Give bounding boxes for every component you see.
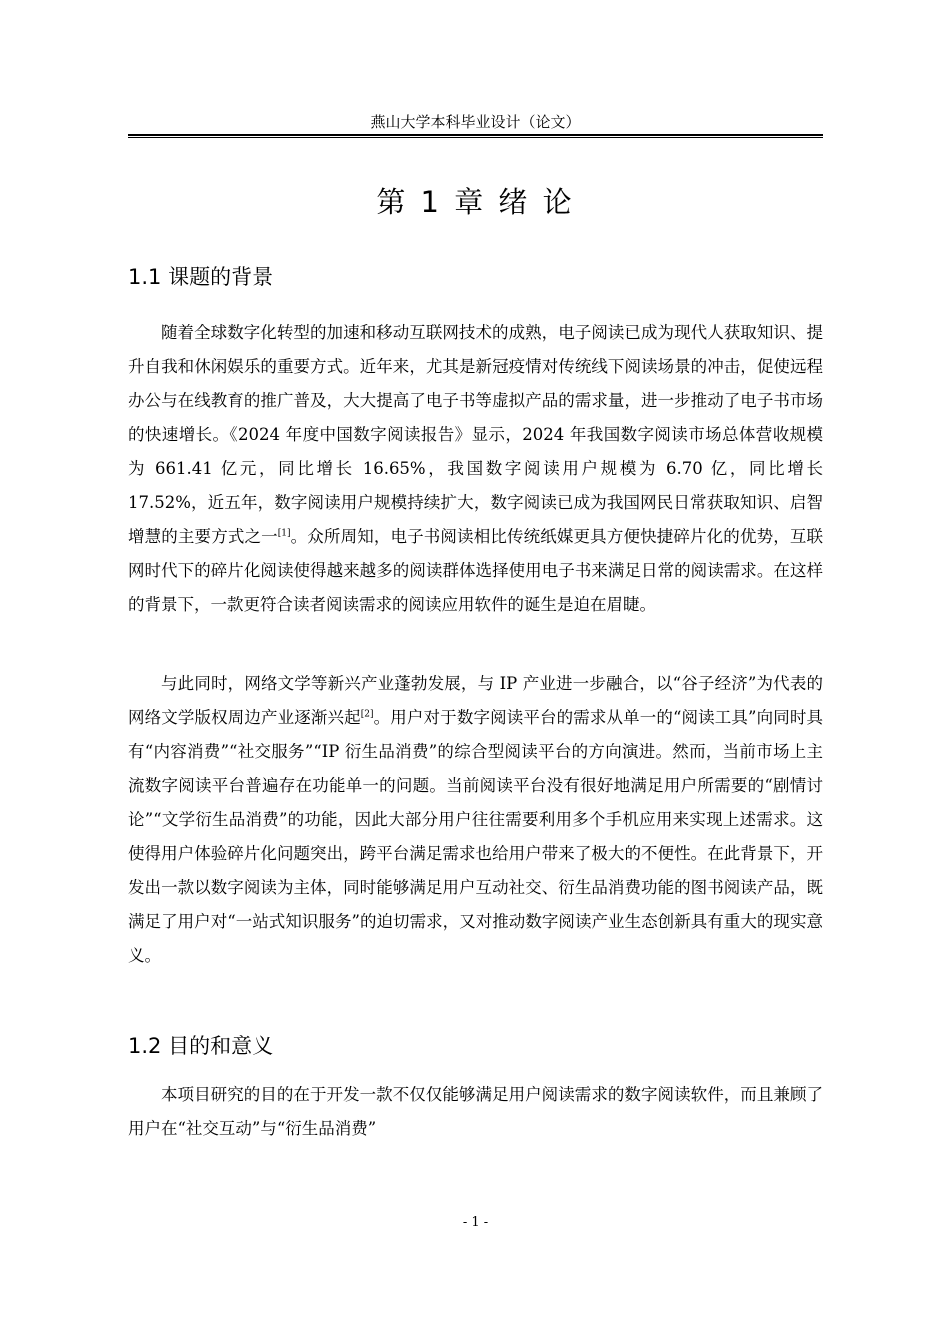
page-number: - 1 - xyxy=(462,1215,489,1230)
paragraph-background-1 xyxy=(128,316,823,622)
section-title-1-2: 1.2 目的和意义 xyxy=(128,1034,274,1058)
paragraph-text: 随着全球数字化转型的加速和移动互联网技术的成熟，电子阅读已成为现代人获取知识、提升自我和休闲娱乐的重要方式。近年来，尤其是新冠疫情对传统线下阅读场景的冲击，促使远程办公与在线教育的推广普及，大大提高了电子书等虚拟产品的需求量，进一步推动了电子书市场的快速增长。《2024 年度中国数字阅读报告》显示，2024 年我国数字阅读市场总体营收规模为 661.41 亿元，同比增长 16.65%，我国数字阅读用户规模为 6.70 亿，同比增长 17.52%，近五年，数字阅读用户规模持续扩大，数字阅读已成为我国网民日常获取知识、启智增慧的主要方式之一 xyxy=(128,323,823,546)
paragraph-background-2 xyxy=(128,667,823,973)
citation-marker: [1] xyxy=(277,528,291,539)
section-title-1-1: 1.1 课题的背景 xyxy=(128,265,274,289)
paragraph-text: 。用户对于数字阅读平台的需求从单一的“阅读工具”向同时具有“内容消费”“社交服务”“IP 衍生品消费”的综合型阅读平台的方向演进。然而，当前市场上主流数字阅读平台普遍存在功能单一的问题。当前阅读平台没有很好地满足用户所需要的“剧情讨论”“文学衍生品消费”的功能，因此大部分用户往往需要利用多个手机应用来实现上述需求。这使得用户体验碎片化问题突出，跨平台满足需求也给用户带来了极大的不便性。在此背景下，开发出一款以数字阅读为主体，同时能够满足用户互动社交、衍生品消费功能的图书阅读产品，既满足了用户对“一站式知识服务”的迫切需求，又对推动数字阅读产业生态创新具有重大的现实意义。 xyxy=(128,708,824,965)
paragraph-purpose-1 xyxy=(128,1078,823,1146)
paragraph-text: 。众所周知，电子书阅读相比传统纸媒更具方便快捷碎片化的优势，互联网时代下的碎片化阅读使得越来越多的阅读群体选择使用电子书来满足日常的阅读需求。在这样的背景下，一款更符合读者阅读需求的阅读应用软件的诞生是迫在眉睫。 xyxy=(128,527,824,614)
paragraph-text: 本项目研究的目的在于开发一款不仅仅能够满足用户阅读需求的数字阅读软件，而且兼顾了用户在“社交互动”与“衍生品消费” xyxy=(128,1085,823,1138)
running-header: 燕山大学本科毕业设计（论文） xyxy=(370,113,581,131)
paragraph-text: 与此同时，网络文学等新兴产业蓬勃发展，与 IP 产业进一步融合，以“谷子经济”为代表的网络文学版权周边产业逐渐兴起 xyxy=(128,674,823,727)
citation-marker: [2] xyxy=(360,709,374,720)
header-rule xyxy=(128,134,823,138)
chapter-title: 第 1 章 绪 论 xyxy=(376,185,575,219)
